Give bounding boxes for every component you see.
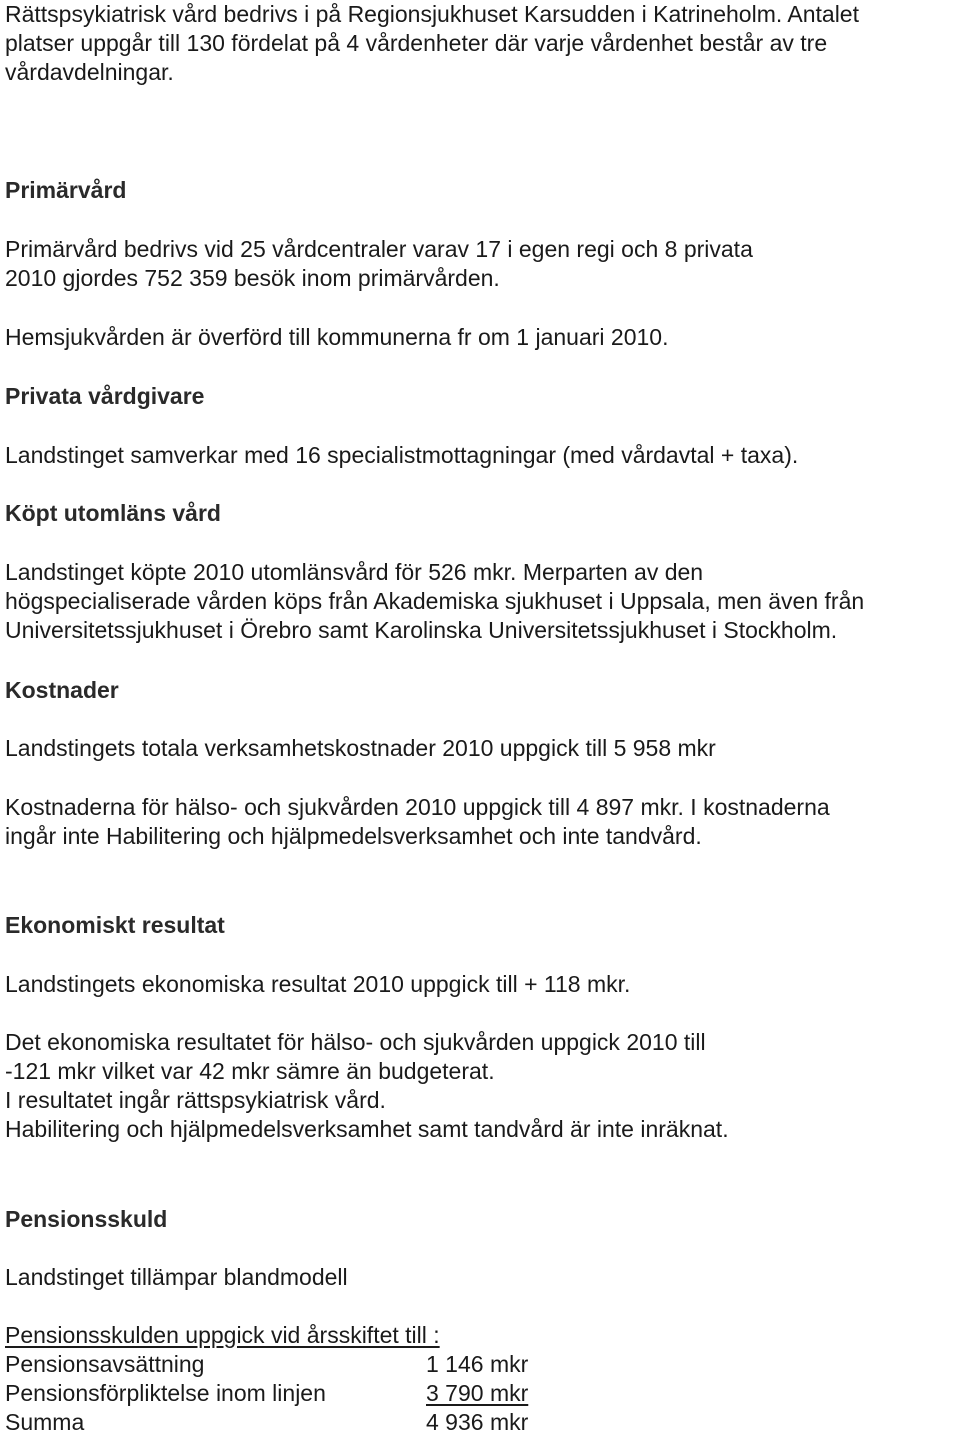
ekonomiskt-paragraph-1: Landstingets ekonomiska resultat 2010 uppgick till + 118 mkr.	[5, 971, 631, 997]
text-line: Det ekonomiska resultatet för hälso- och sjukvården uppgick 2010 till	[5, 1029, 706, 1055]
kostnader-paragraph-2	[5, 793, 960, 851]
text-line: Primärvård bedrivs vid 25 vårdcentraler varav 17 i egen regi och 8 privata	[5, 236, 753, 262]
intro-paragraph	[5, 0, 960, 87]
heading-pensionsskuld: Pensionsskuld	[5, 1206, 168, 1232]
text-line: ingår inte Habilitering och hjälpmedelsverksamhet och inte tandvård.	[5, 823, 702, 849]
text-line: platser uppgår till 130 fördelat på 4 vårdenheter där varje vårdenhet består av tre	[5, 30, 828, 56]
row-label: Summa	[5, 1409, 85, 1435]
text-line: Universitetssjukhuset i Örebro samt Karolinska Universitetssjukhuset i Stockholm.	[5, 617, 838, 643]
text-line: Kostnaderna för hälso- och sjukvården 2010 uppgick till 4 897 mkr. I kostnaderna	[5, 794, 830, 820]
pension-table	[5, 1350, 528, 1437]
row-amount: 1 146 mkr	[426, 1351, 529, 1377]
heading-ekonomiskt-resultat: Ekonomiskt resultat	[5, 912, 225, 938]
text-line: högspecialiserade vården köps från Akademiska sjukhuset i Uppsala, men även från	[5, 588, 865, 614]
table-row	[5, 1350, 528, 1379]
text-line: 2010 gjordes 752 359 besök inom primärvården.	[5, 265, 500, 291]
table-row	[5, 1408, 528, 1437]
heading-privata-vardgivare: Privata vårdgivare	[5, 383, 205, 409]
hemsjukvard-paragraph: Hemsjukvården är överförd till kommunerna fr om 1 januari 2010.	[5, 324, 669, 350]
row-amount: 3 790 mkr	[426, 1380, 529, 1406]
heading-kopt-utomlans: Köpt utomläns vård	[5, 500, 221, 526]
pension-table-title	[5, 1321, 960, 1350]
text-line: Landstinget köpte 2010 utomlänsvård för 526 mkr. Merparten av den	[5, 559, 704, 585]
heading-primarvard: Primärvård	[5, 177, 127, 203]
text-line: Habilitering och hjälpmedelsverksamhet samt tandvård är inte inräknat.	[5, 1116, 729, 1142]
pension-table-title-text: Pensionsskulden uppgick vid årsskiftet till :	[5, 1322, 440, 1348]
ekonomiskt-paragraph-2	[5, 1028, 960, 1144]
text-line: -121 mkr vilket var 42 mkr sämre än budgeterat.	[5, 1058, 495, 1084]
text-line: I resultatet ingår rättspsykiatrisk vård.	[5, 1087, 386, 1113]
row-label: Pensionsavsättning	[5, 1351, 205, 1377]
privata-paragraph: Landstinget samverkar med 16 specialistmottagningar (med vårdavtal + taxa).	[5, 442, 799, 468]
row-amount: 4 936 mkr	[426, 1409, 529, 1435]
kostnader-paragraph-1: Landstingets totala verksamhetskostnader 2010 uppgick till 5 958 mkr	[5, 735, 716, 761]
text-line: Rättspsykiatrisk vård bedrivs i på Regionsjukhuset Karsudden i Katrineholm. Antalet	[5, 1, 859, 27]
row-label: Pensionsförpliktelse inom linjen	[5, 1380, 326, 1406]
text-line: vårdavdelningar.	[5, 59, 174, 85]
primarvard-paragraph	[5, 235, 960, 293]
pension-paragraph: Landstinget tillämpar blandmodell	[5, 1264, 348, 1290]
table-row	[5, 1379, 528, 1408]
kopt-paragraph	[5, 558, 960, 645]
heading-kostnader: Kostnader	[5, 677, 119, 703]
